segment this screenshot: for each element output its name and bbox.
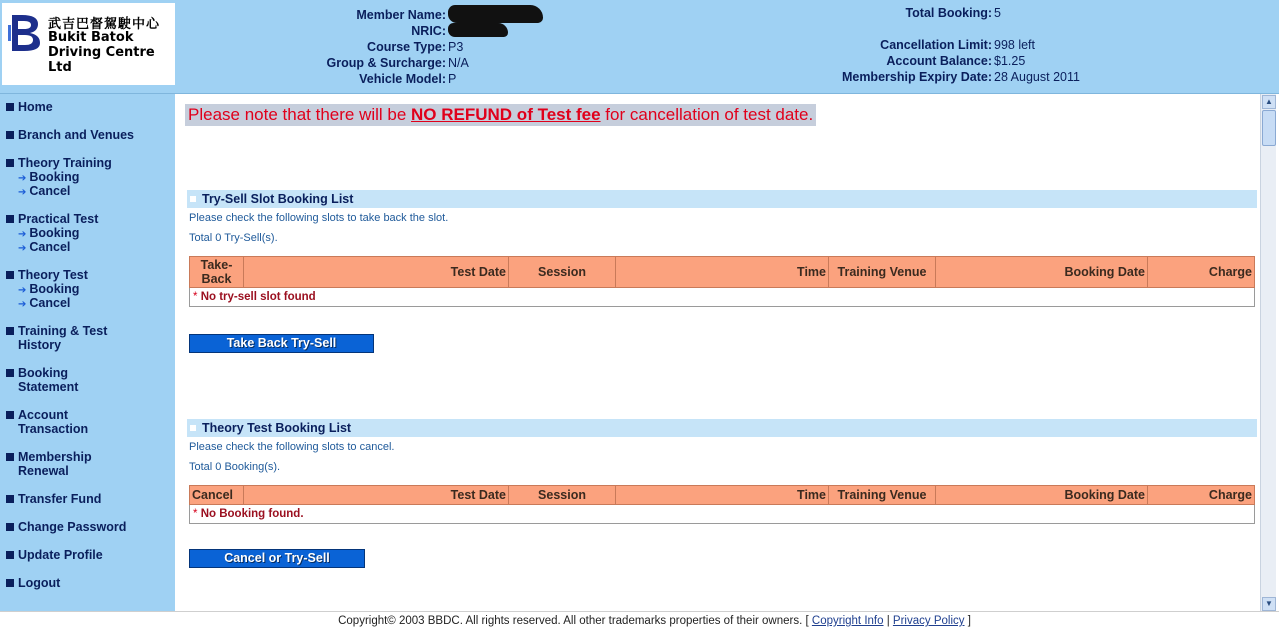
course-type-row (236, 39, 543, 55)
nav-change-password[interactable]: Change Password (6, 520, 126, 534)
total-booking-row (700, 5, 1080, 21)
square-bullet-icon (6, 327, 14, 335)
account-balance-row (700, 53, 1080, 69)
table-row (190, 505, 1255, 524)
square-bullet-icon (190, 196, 196, 202)
member-name-label: Member Name: (356, 8, 446, 22)
arrow-right-icon: ➔ (18, 299, 27, 310)
try-sell-instruction: Please check the following slots to take back the slot. (189, 212, 449, 224)
square-bullet-icon (6, 369, 14, 377)
square-bullet-icon (6, 103, 14, 111)
info-spacer (700, 21, 1080, 37)
col-test-date: Test Date (244, 257, 509, 288)
square-bullet-icon (6, 159, 14, 167)
copyright-info-link[interactable]: Copyright Info (811, 615, 884, 627)
course-type-label: Course Type: (367, 40, 446, 54)
square-bullet-icon (6, 523, 14, 531)
member-info-left (236, 5, 543, 87)
arrow-right-icon: ➔ (18, 243, 27, 254)
square-bullet-icon (6, 271, 14, 279)
col-charge: Charge (1148, 257, 1255, 288)
theory-test-total: Total 0 Booking(s). (189, 461, 281, 473)
theory-test-section-header: Theory Test Booking List (187, 419, 1257, 437)
scroll-up-arrow-icon[interactable]: ▲ (1262, 95, 1276, 109)
vehicle-model-row (236, 71, 543, 87)
member-name-row (236, 5, 543, 23)
try-sell-table (189, 256, 1255, 307)
vertical-scrollbar[interactable] (1260, 94, 1276, 612)
cancellation-limit-value: 998 left (994, 38, 1036, 52)
course-type-value: P3 (448, 40, 464, 54)
footer: Copyright© 2003 BBDC. All rights reserved. All other trademarks properties of their owners. [ Copyright Info | Privacy Policy ] (0, 611, 1279, 633)
square-bullet-icon (190, 425, 196, 431)
refund-notice-emphasis: NO REFUND of Test fee (411, 105, 601, 124)
nav-home[interactable]: Home (6, 100, 53, 114)
nav-theory-test-cancel[interactable]: ➔ Cancel (18, 296, 71, 310)
logo-line-3: Ltd (48, 60, 72, 75)
arrow-right-icon: ➔ (18, 187, 27, 198)
group-surcharge-value: N/A (448, 56, 469, 70)
account-balance-label: Account Balance: (886, 54, 992, 68)
theory-test-table (189, 485, 1255, 524)
try-sell-total: Total 0 Try-Sell(s). (189, 232, 278, 244)
member-info-right (700, 5, 1080, 85)
membership-expiry-value: 28 August 2011 (994, 70, 1080, 84)
arrow-right-icon: ➔ (18, 173, 27, 184)
col-charge: Charge (1148, 486, 1255, 505)
vehicle-model-label: Vehicle Model: (359, 72, 446, 86)
copyright-text: Copyright© 2003 BBDC. All rights reserved. All other trademarks properties of their owners. [ (338, 615, 809, 627)
logo-line-1: Bukit Batok (48, 30, 134, 45)
nav-account-transaction[interactable]: Account Transaction (6, 408, 88, 436)
membership-expiry-row (700, 69, 1080, 85)
nav-update-profile[interactable]: Update Profile (6, 548, 103, 562)
col-take-back: Take- Back (190, 257, 244, 288)
square-bullet-icon (6, 411, 14, 419)
privacy-policy-link[interactable]: Privacy Policy (892, 615, 965, 627)
nric-label: NRIC: (411, 24, 446, 38)
table-row (190, 288, 1255, 307)
nav-training-test-history[interactable]: Training & Test History (6, 324, 107, 352)
membership-expiry-label: Membership Expiry Date: (841, 70, 992, 84)
nav-theory-test-booking[interactable]: ➔ Booking (18, 282, 80, 296)
theory-test-instruction: Please check the following slots to cancel. (189, 441, 395, 453)
nav-practical-test-cancel[interactable]: ➔ Cancel (18, 240, 71, 254)
col-time: Time (616, 257, 829, 288)
square-bullet-icon (6, 495, 14, 503)
nric-redacted (448, 23, 508, 37)
nav-branch-venues[interactable]: Branch and Venues (6, 128, 134, 142)
cancellation-limit-row (700, 37, 1080, 53)
sidebar-nav (0, 94, 175, 612)
col-booking-date: Booking Date (936, 486, 1148, 505)
square-bullet-icon (6, 453, 14, 461)
col-training-venue: Training Venue (829, 257, 936, 288)
square-bullet-icon (6, 551, 14, 559)
col-training-venue: Training Venue (829, 486, 936, 505)
nav-theory-training-cancel[interactable]: ➔ Cancel (18, 184, 71, 198)
nav-theory-training[interactable]: Theory Training (6, 156, 112, 170)
table-header-row (190, 257, 1255, 288)
top-header (0, 0, 1279, 94)
col-booking-date: Booking Date (936, 257, 1148, 288)
member-name-redacted (448, 5, 543, 23)
scroll-down-arrow-icon[interactable]: ▼ (1262, 597, 1276, 611)
empty-message: * No Booking found. (190, 505, 1255, 524)
col-session: Session (509, 486, 616, 505)
account-balance-value: $1.25 (994, 54, 1026, 68)
try-sell-section-header: Try-Sell Slot Booking List (187, 190, 1257, 208)
empty-message: * No try-sell slot found (190, 288, 1255, 307)
arrow-right-icon: ➔ (18, 229, 27, 240)
nav-theory-test[interactable]: Theory Test (6, 268, 88, 282)
nav-booking-statement[interactable]: Booking Statement (6, 366, 78, 394)
take-back-try-sell-button[interactable]: Take Back Try-Sell (189, 334, 374, 353)
nav-membership-renewal[interactable]: Membership Renewal (6, 450, 92, 478)
group-surcharge-label: Group & Surcharge: (326, 56, 446, 70)
nav-logout[interactable]: Logout (6, 576, 60, 590)
nric-row (236, 23, 543, 39)
square-bullet-icon (6, 215, 14, 223)
nav-practical-test-booking[interactable]: ➔ Booking (18, 226, 80, 240)
nav-practical-test[interactable]: Practical Test (6, 212, 98, 226)
col-session: Session (509, 257, 616, 288)
total-booking-label: Total Booking: (905, 6, 992, 20)
square-bullet-icon (6, 131, 14, 139)
logo-english-name (48, 30, 155, 75)
bbdc-logo-icon (8, 13, 44, 53)
arrow-right-icon: ➔ (18, 285, 27, 296)
table-header-row (190, 486, 1255, 505)
col-test-date: Test Date (244, 486, 509, 505)
bbdc-logo[interactable] (2, 3, 175, 85)
square-bullet-icon (6, 579, 14, 587)
vehicle-model-value: P (448, 72, 457, 86)
main-content (175, 94, 1260, 612)
group-surcharge-row (236, 55, 543, 71)
col-time: Time (616, 486, 829, 505)
scroll-thumb[interactable] (1262, 110, 1276, 146)
logo-chinese-name: 武吉巴督駕駛中心 (48, 17, 161, 32)
col-cancel: Cancel (190, 486, 244, 505)
cancellation-limit-label: Cancellation Limit: (880, 38, 992, 52)
refund-notice: Please note that there will be NO REFUND of Test fee for cancellation of test date. (185, 104, 816, 126)
total-booking-value: 5 (994, 6, 1001, 20)
nav-transfer-fund[interactable]: Transfer Fund (6, 492, 101, 506)
nav-theory-training-booking[interactable]: ➔ Booking (18, 170, 80, 184)
logo-line-2: Driving Centre (48, 45, 155, 60)
cancel-or-try-sell-button[interactable]: Cancel or Try-Sell (189, 549, 365, 568)
